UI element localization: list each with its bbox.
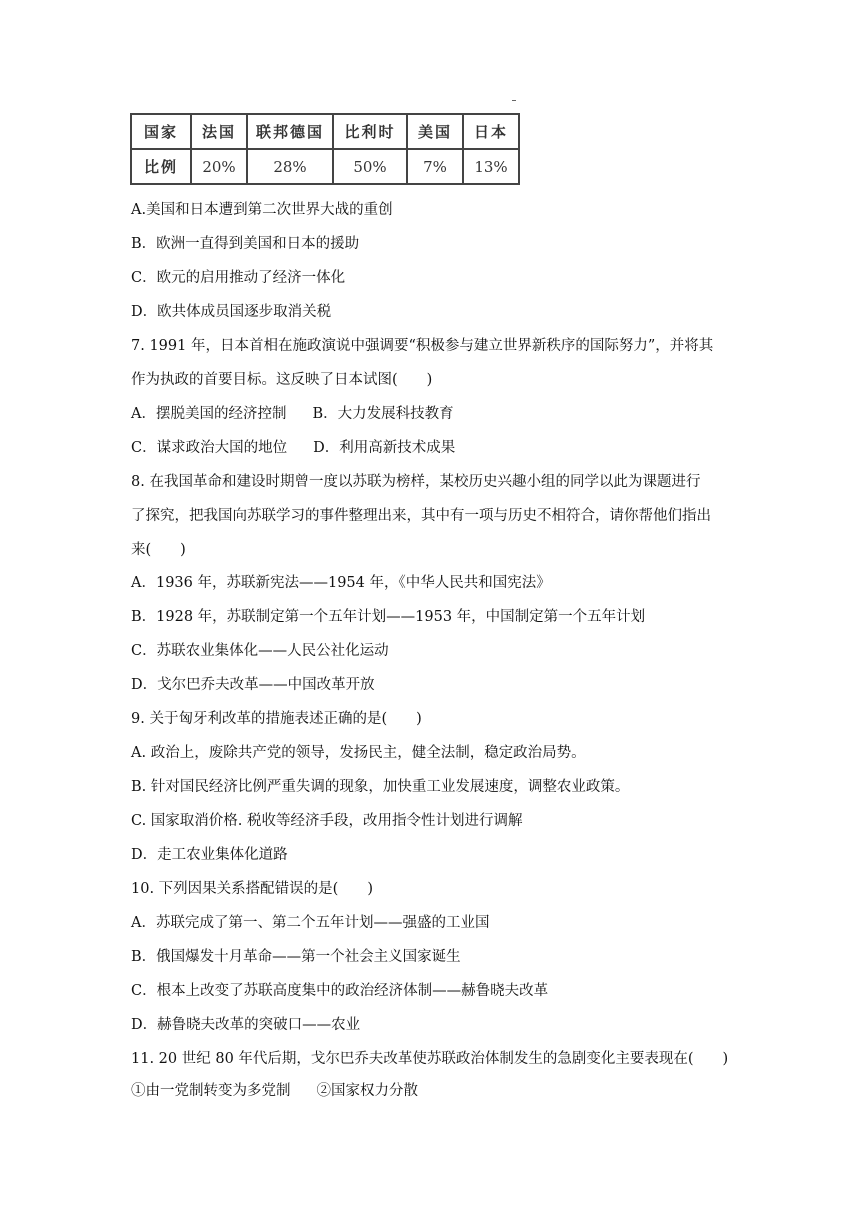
table-cell: 比例 xyxy=(131,149,191,184)
decorative-dash xyxy=(512,100,516,101)
table-cell: 50% xyxy=(333,149,407,184)
table-cell: 7% xyxy=(407,149,463,184)
q11-item-1: ①由一党制转变为多党制 xyxy=(131,1083,291,1099)
q8-option-a: A．1936 年，苏联新宪法——1954 年，《中华人民共和国宪法》 xyxy=(131,575,551,591)
q11-items xyxy=(131,1081,418,1101)
q10-option-b: B．俄国爆发十月革命——第一个社会主义国家诞生 xyxy=(131,949,461,965)
table-cell: 法国 xyxy=(191,114,247,149)
q6-option-c: C．欧元的启用推动了经济一体化 xyxy=(131,270,346,286)
ratio-table xyxy=(130,113,520,185)
q11-stem: 11. 20 世纪 80 年代后期，戈尔巴乔夫改革使苏联政治体制发生的急剧变化主要表现在( ) xyxy=(131,1051,729,1067)
q7-options-ab xyxy=(131,404,454,424)
q10-option-c: C．根本上改变了苏联高度集中的政治经济体制——赫鲁晓夫改革 xyxy=(131,983,549,999)
q7-stem: 7. 1991 年，日本首相在施政演说中强调要“积极参与建立世界新秩序的国际努力”，并将其 xyxy=(131,338,714,354)
q9-option-c: C. 国家取消价格. 税收等经济手段，改用指令性计划进行调解 xyxy=(131,813,523,829)
q7-option-a: A．摆脱美国的经济控制 xyxy=(131,406,287,422)
table-cell: 国家 xyxy=(131,114,191,149)
q6-option-b: B．欧洲一直得到美国和日本的援助 xyxy=(131,236,360,252)
q8-option-c: C．苏联农业集体化——人民公社化运动 xyxy=(131,643,389,659)
q8-option-d: D．戈尔巴乔夫改革——中国改革开放 xyxy=(131,677,375,693)
q8-stem-continued: 了探究，把我国向苏联学习的事件整理出来，其中有一项与历史不相符合，请你帮他们指出 xyxy=(131,508,711,524)
q7-options-cd xyxy=(131,438,455,458)
q9-option-a: A. 政治上，废除共产党的领导，发扬民主，健全法制，稳定政治局势。 xyxy=(131,745,586,761)
q8-option-b: B．1928 年，苏联制定第一个五年计划——1953 年，中国制定第一个五年计划 xyxy=(131,609,646,625)
q6-option-a: A.美国和日本遭到第二次世界大战的重创 xyxy=(131,202,393,218)
table-header-row xyxy=(131,114,519,149)
table-cell: 日本 xyxy=(463,114,519,149)
q7-option-c: C．谋求政治大国的地位 xyxy=(131,440,288,456)
q7-stem-continued: 作为执政的首要目标。这反映了日本试图( ) xyxy=(131,372,433,388)
table-cell: 20% xyxy=(191,149,247,184)
q10-option-a: A．苏联完成了第一、第二个五年计划——强盛的工业国 xyxy=(131,915,490,931)
table-cell: 美国 xyxy=(407,114,463,149)
q9-option-b: B. 针对国民经济比例严重失调的现象，加快重工业发展速度，调整农业政策。 xyxy=(131,779,630,795)
q10-stem: 10. 下列因果关系搭配错误的是( ) xyxy=(131,881,373,897)
table-cell: 比利时 xyxy=(333,114,407,149)
q7-option-d: D．利用高新技术成果 xyxy=(313,440,456,456)
table-cell: 联邦德国 xyxy=(247,114,333,149)
q8-stem-end: 来( ) xyxy=(131,542,186,558)
q8-stem: 8. 在我国革命和建设时期曾一度以苏联为榜样，某校历史兴趣小组的同学以此为课题进行 xyxy=(131,474,701,490)
q9-option-d: D．走工农业集体化道路 xyxy=(131,847,288,863)
q11-item-2: ②国家权力分散 xyxy=(316,1083,418,1099)
table-cell: 28% xyxy=(247,149,333,184)
q6-option-d: D．欧共体成员国逐步取消关税 xyxy=(131,304,332,320)
table-cell: 13% xyxy=(463,149,519,184)
table-row xyxy=(131,149,519,184)
q7-option-b: B．大力发展科技教育 xyxy=(312,406,454,422)
q10-option-d: D．赫鲁晓夫改革的突破口——农业 xyxy=(131,1017,361,1033)
q9-stem: 9. 关于匈牙利改革的措施表述正确的是( ) xyxy=(131,711,422,727)
